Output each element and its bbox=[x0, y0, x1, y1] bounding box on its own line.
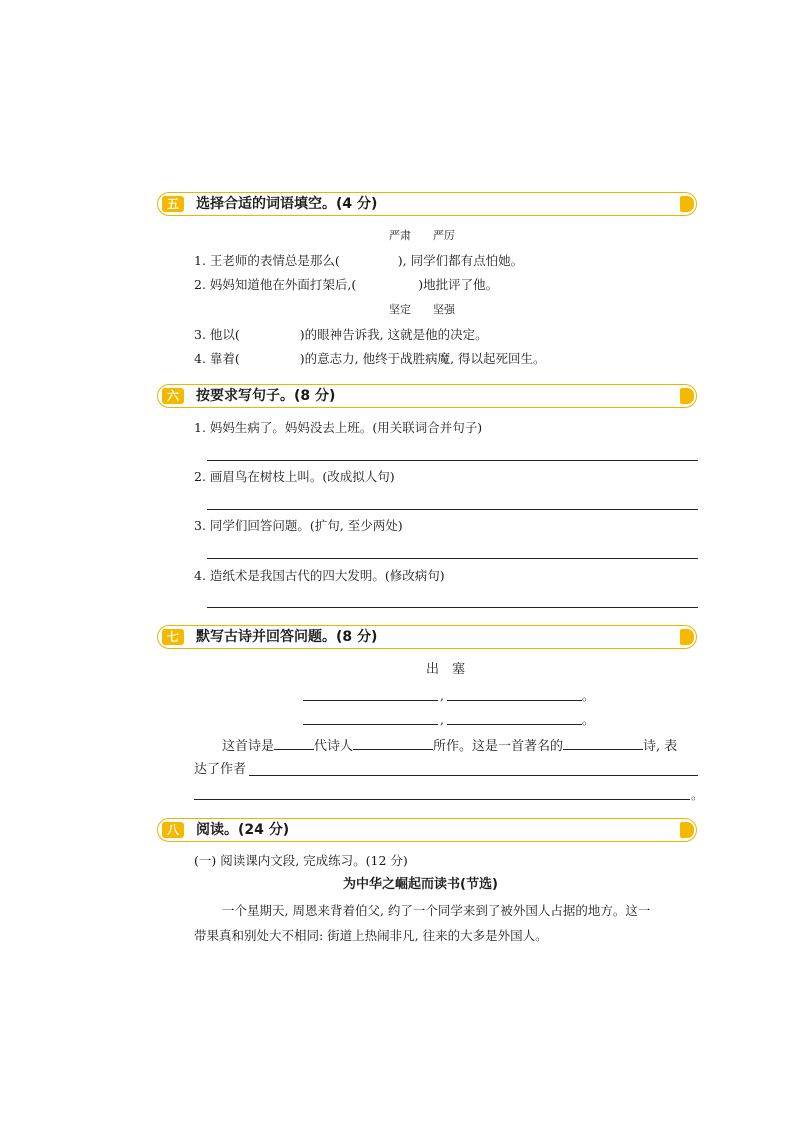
q5-1: 1. 王老师的表情总是那么( ), 同学们都有点怕她。 bbox=[194, 253, 524, 268]
section-8-title: 阅读。(24 分) bbox=[196, 822, 290, 838]
section-6-number: 六 bbox=[162, 388, 184, 404]
word-pair-2: 坚定 坚强 bbox=[389, 303, 455, 316]
section-6-title: 按要求写句子。(8 分) bbox=[196, 388, 336, 404]
poem-question-line-1: 这首诗是 代诗人 所作。这是一首著名的 诗, 表 bbox=[222, 739, 678, 754]
section-7-header bbox=[157, 625, 697, 649]
section-5-tab bbox=[680, 196, 694, 212]
q5-2: 2. 妈妈知道他在外面打架后,( )地批评了他。 bbox=[194, 277, 499, 292]
q6-2: 2. 画眉鸟在树枝上叫。(改成拟人句) bbox=[194, 469, 395, 484]
blank-genre[interactable] bbox=[563, 737, 643, 750]
answer-line-7-1[interactable] bbox=[249, 775, 698, 776]
poem-period-2: 。 bbox=[582, 712, 595, 727]
section-7-tab bbox=[680, 629, 694, 645]
section-8-header bbox=[157, 818, 697, 842]
passage-paragraph-2: 带果真和别处大不相同: 街道上热闹非凡, 往来的大多是外国人。 bbox=[194, 928, 548, 943]
section-8-number: 八 bbox=[162, 822, 184, 838]
q6-1: 1. 妈妈生病了。妈妈没去上班。(用关联词合并句子) bbox=[194, 420, 483, 435]
q6-4: 4. 造纸术是我国古代的四大发明。(修改病句) bbox=[194, 568, 445, 583]
poem-line-2a[interactable] bbox=[303, 724, 438, 725]
poem-period-1: 。 bbox=[582, 688, 595, 703]
poem-title: 出 塞 bbox=[426, 662, 466, 677]
section-6-header bbox=[157, 384, 697, 408]
reading-subtitle: (一) 阅读课内文段, 完成练习。(12 分) bbox=[194, 853, 408, 868]
poem-question-line-2: 达了作者 bbox=[194, 762, 247, 777]
blank-poet[interactable] bbox=[353, 737, 433, 750]
section-5-number: 五 bbox=[162, 196, 184, 212]
section-5-header bbox=[157, 192, 697, 216]
answer-line-6-1[interactable] bbox=[207, 460, 698, 461]
q5-3: 3. 他以( )的眼神告诉我, 这就是他的决定。 bbox=[194, 327, 488, 342]
section-7-number: 七 bbox=[162, 629, 184, 645]
poem-comma-1: , bbox=[440, 688, 444, 703]
answer-line-6-3[interactable] bbox=[207, 558, 698, 559]
poem-line-1a[interactable] bbox=[303, 700, 438, 701]
blank-dynasty[interactable] bbox=[274, 737, 314, 750]
poem-question-end: 。 bbox=[691, 787, 704, 802]
poem-line-2b[interactable] bbox=[447, 724, 582, 725]
q6-3: 3. 同学们回答问题。(扩句, 至少两处) bbox=[194, 518, 403, 533]
passage-paragraph-1: 一个星期天, 周恩来背着伯父, 约了一个同学来到了被外国人占据的地方。这一 bbox=[222, 903, 651, 918]
poem-line-1b[interactable] bbox=[447, 700, 582, 701]
section-5-title: 选择合适的词语填空。(4 分) bbox=[196, 196, 378, 212]
section-6-tab bbox=[680, 388, 694, 404]
q5-4: 4. 靠着( )的意志力, 他终于战胜病魔, 得以起死回生。 bbox=[194, 351, 546, 366]
poem-comma-2: , bbox=[440, 712, 444, 727]
answer-line-6-4[interactable] bbox=[207, 607, 698, 608]
section-7-title: 默写古诗并回答问题。(8 分) bbox=[196, 629, 378, 645]
word-pair-1: 严肃 严厉 bbox=[389, 229, 455, 242]
section-8-tab bbox=[680, 822, 694, 838]
answer-line-7-2[interactable] bbox=[194, 799, 690, 800]
answer-line-6-2[interactable] bbox=[207, 509, 698, 510]
passage-title: 为中华之崛起而读书(节选) bbox=[343, 877, 498, 892]
